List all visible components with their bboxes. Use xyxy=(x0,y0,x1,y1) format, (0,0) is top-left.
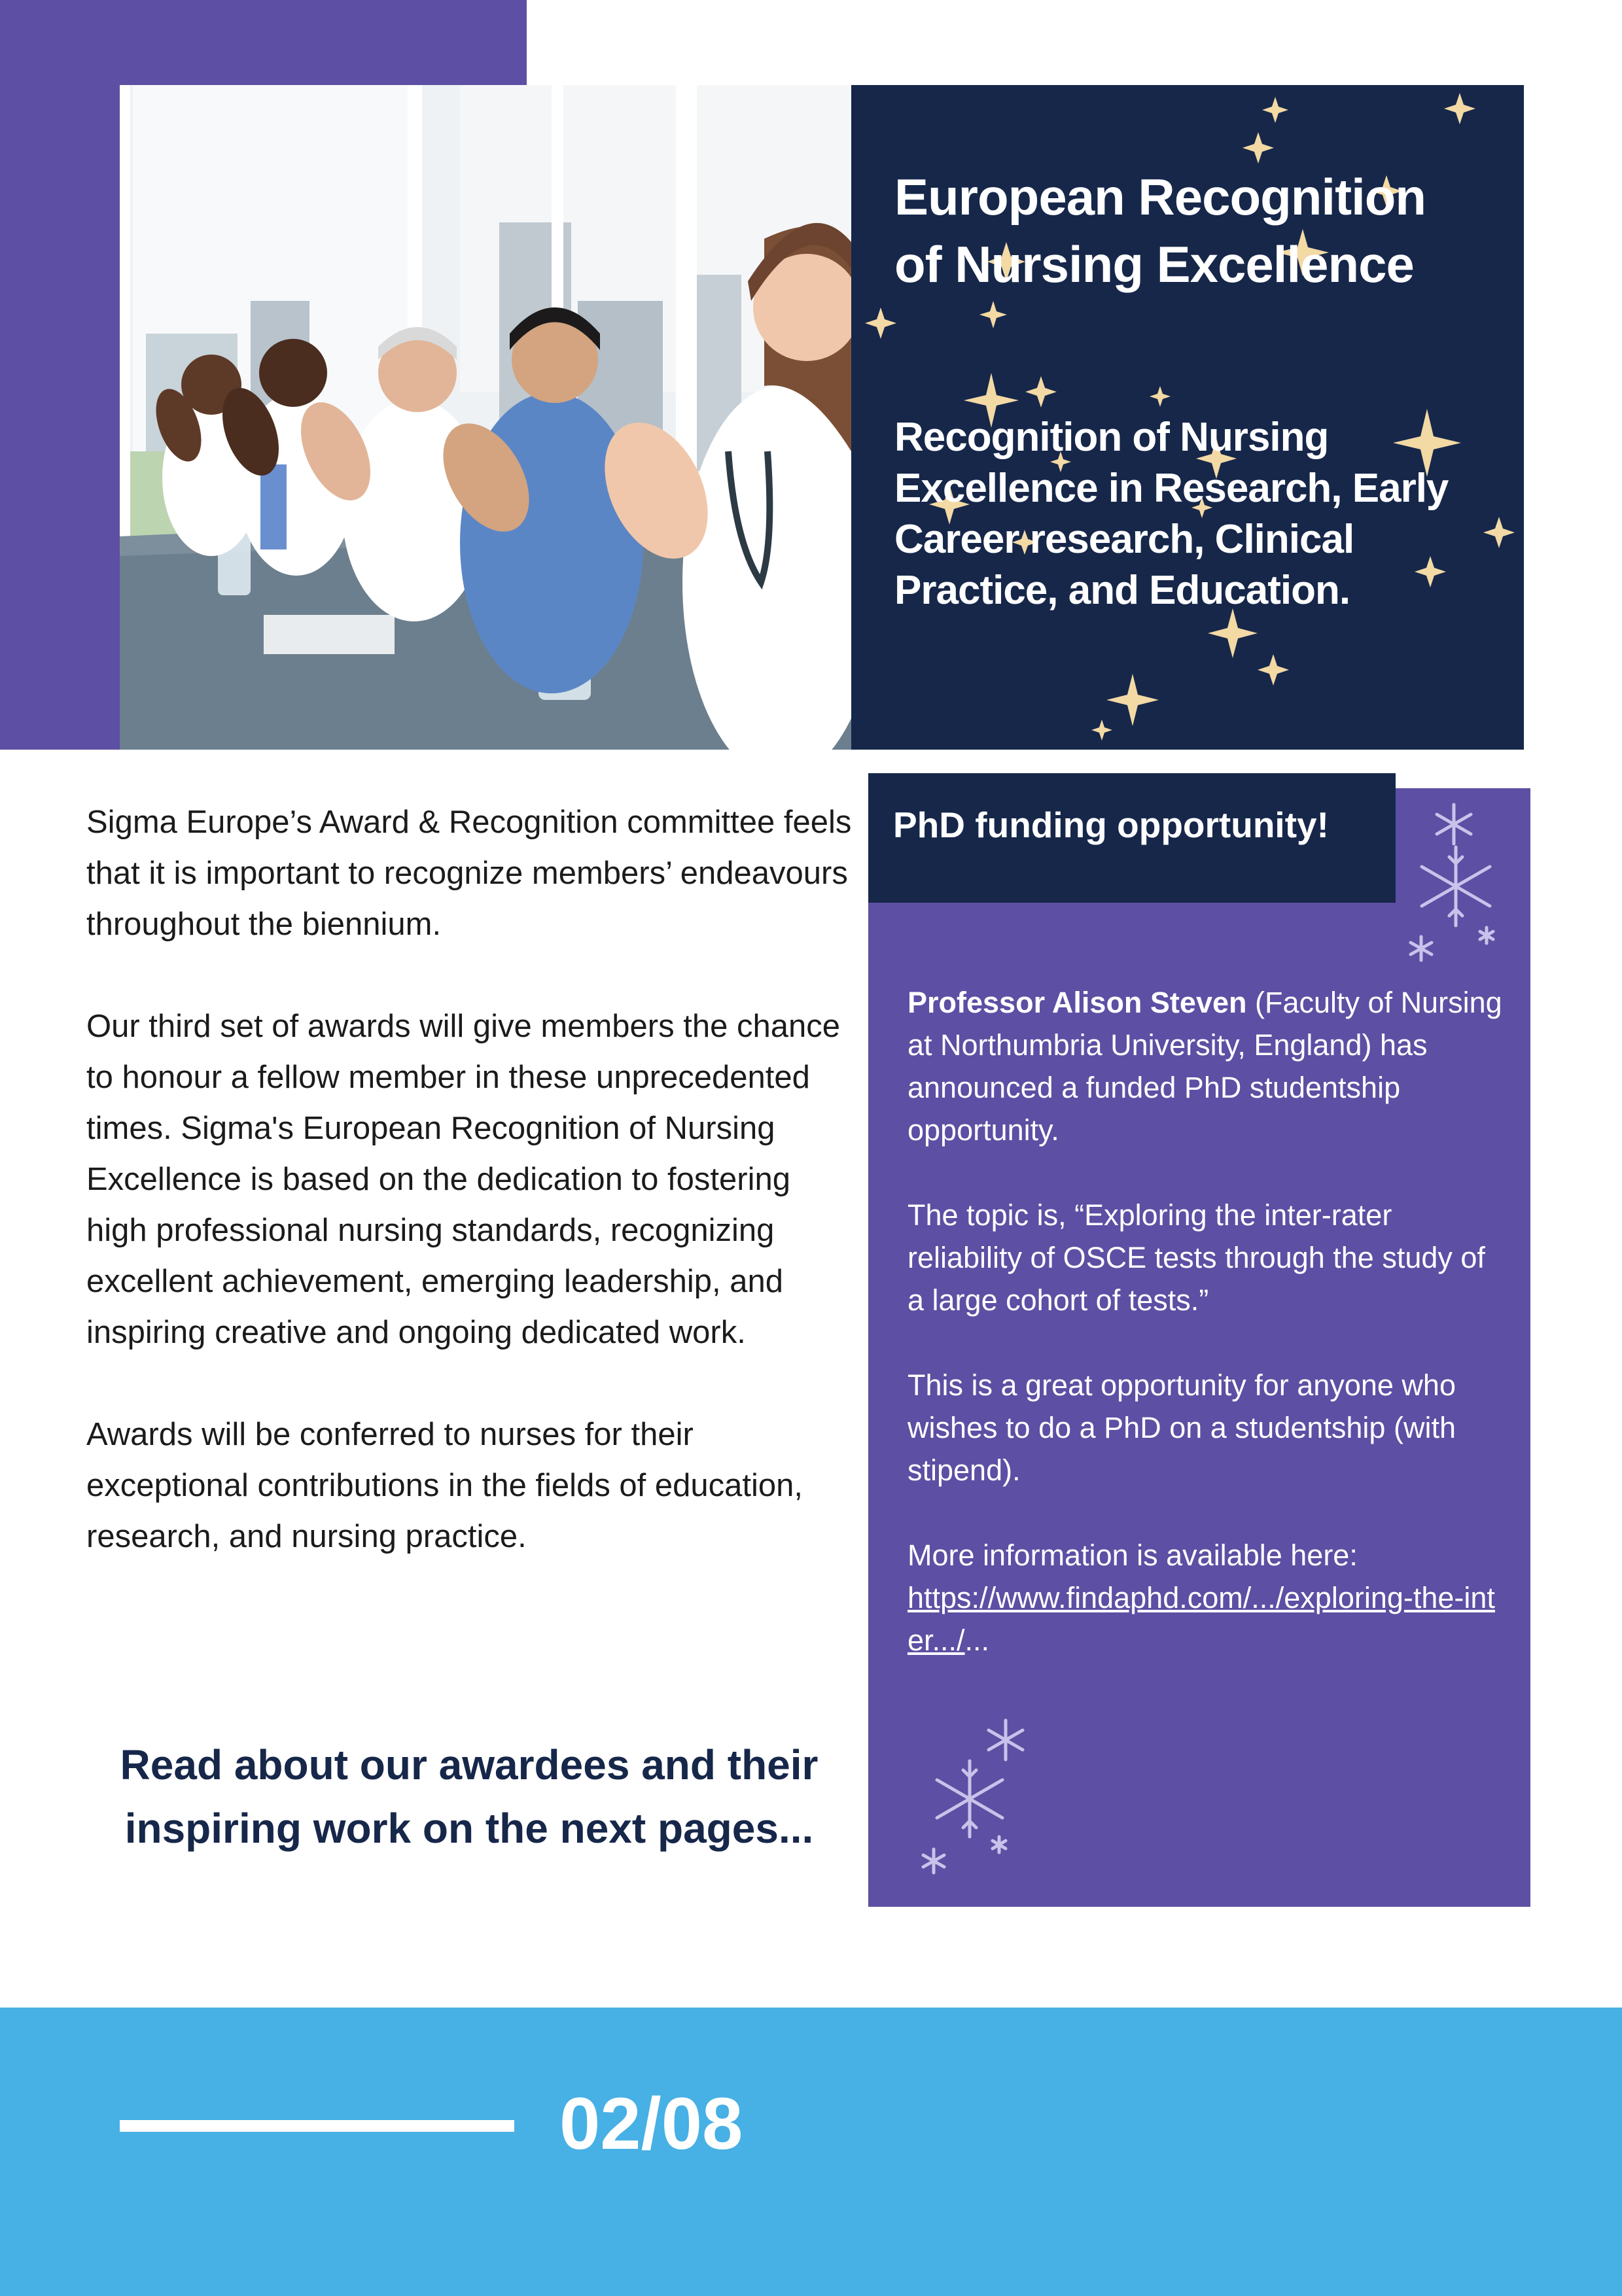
phd-topic: The topic is, “Exploring the inter-rater reliability of OSCE tests through the study of a large cohort of tests.” xyxy=(908,1198,1485,1317)
phd-funding-box xyxy=(868,788,1530,1907)
phd-opportunity: This is a great opportunity for anyone who wishes to do a PhD on a studentship (with stipend). xyxy=(908,1368,1456,1487)
purple-side-accent xyxy=(0,0,120,750)
hero-panel xyxy=(851,85,1524,750)
phd-title: PhD funding opportunity! xyxy=(893,805,1329,845)
awardees-call-to-action: Read about our awardees and their inspiring work on the next pages... xyxy=(120,1741,819,1852)
intro-paragraph-2: Our third set of awards will give members the chance to honour a fellow member in these unprecedented times. Sigma's European Recognition of Nursing Excellence is based on the dedication to fostering high professional nursing standards, recognizing excellent achievement, emerging leadership, and inspiring creative and ongoing dedicated work. xyxy=(86,1009,840,1350)
phd-announcement xyxy=(908,981,1509,1151)
phd-header-box xyxy=(868,773,1396,903)
more-info-label: More information is available here: xyxy=(908,1539,1358,1572)
intro-paragraph-1: Sigma Europe’s Award & Recognition committee feels that it is important to recognize members’ endeavours throughout the biennium. xyxy=(86,805,852,942)
professor-affiliation: (Faculty of Nursing at Northumbria University, England) has announced a funded PhD studentship opportunity. xyxy=(908,986,1502,1147)
professor-name: Professor Alison Steven xyxy=(908,986,1247,1019)
nurses-applauding-photo xyxy=(120,85,851,750)
link-suffix: ... xyxy=(964,1624,990,1657)
footer-bar xyxy=(0,2008,1622,2296)
hero-subtitle: Recognition of Nursing Excellence in Research, Early Career research, Clinical Practice, and Education. xyxy=(894,415,1449,613)
intro-text xyxy=(86,797,858,1613)
footer-divider-line xyxy=(120,2120,514,2132)
intro-paragraph-3: Awards will be conferred to nurses for their exceptional contributions in the fields of education, research, and nursing practice. xyxy=(86,1417,803,1554)
page-number: 02/08 xyxy=(559,2083,743,2165)
phd-more-info xyxy=(908,1534,1509,1661)
phd-description xyxy=(908,981,1509,1704)
findaphd-link[interactable]: https://www.findaphd.com/.../exploring-the-inter.../ xyxy=(908,1581,1495,1657)
hero-title: European Recognition of Nursing Excellence xyxy=(894,168,1426,293)
